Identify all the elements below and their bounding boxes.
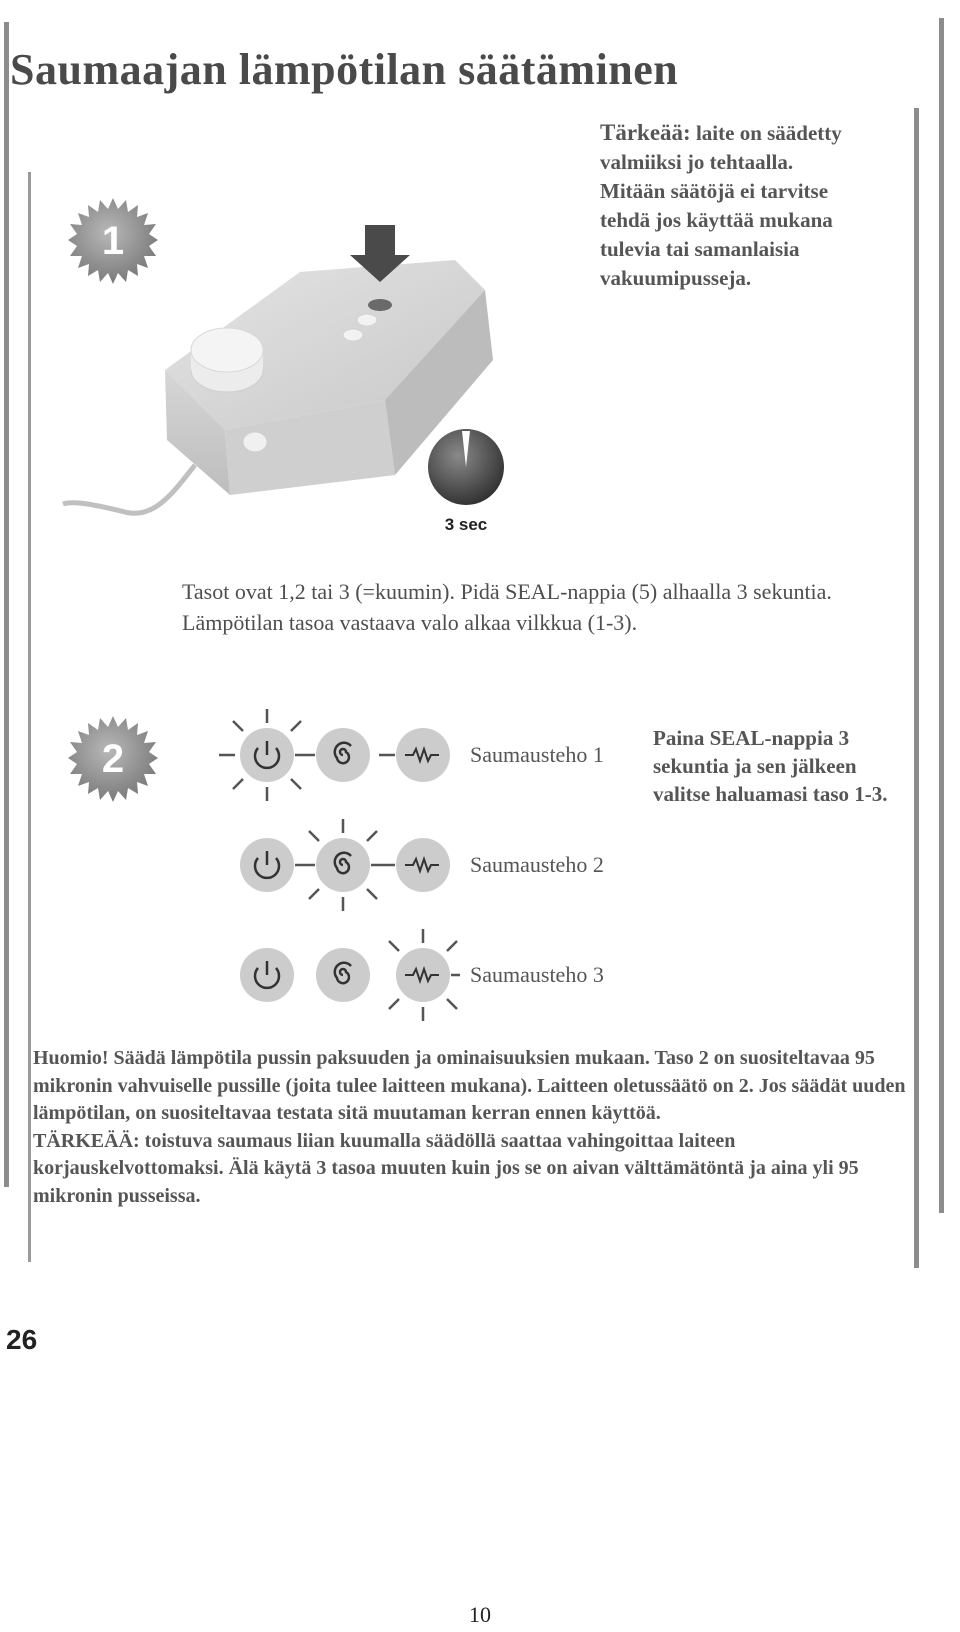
seal-level-1-lights (215, 705, 460, 805)
note-important: TÄRKEÄÄ: toistuva saumaus liian kuumalla säädöllä saattaa vahingoittaa laiteen korjauskelvottomaksi. Älä käytä 3 tasoa muuten kuin jos se on aivan välttämätöntä ja aina yli 95 mikronin pusseissa. (33, 1129, 859, 1207)
right-inner-line (914, 108, 919, 1268)
important-lead: Tärkeää: (600, 120, 691, 145)
timer-3sec-icon (422, 427, 512, 539)
step-1-caption: Tasot ovat 1,2 tai 3 (=kuumin). Pidä SEAL-nappia (5) alhaalla 3 sekuntia. Lämpötilan tasoa vastaava valo alkaa vilkkua (1-3). (182, 579, 832, 635)
page-number: 10 (469, 1602, 491, 1627)
notes-section (33, 1045, 913, 1210)
important-notice (600, 118, 850, 293)
step-2-badge (68, 714, 158, 804)
step-2-instruction: Paina SEAL-nappia 3 sekuntia ja sen jälkeen valitse haluamasi taso 1-3. (653, 726, 888, 806)
page-title: Saumaajan lämpötilan säätäminen (10, 45, 679, 94)
seal-level-2-label: Saumausteho 2 (470, 852, 604, 877)
step-2-number: 2 (101, 737, 125, 781)
seal-level-3-lights (215, 925, 460, 1025)
step-1-number: 1 (101, 219, 125, 263)
original-page-number: 26 (6, 1324, 38, 1355)
left-margin-line (4, 22, 9, 1187)
seal-level-3-label: Saumausteho 3 (470, 962, 604, 987)
seal-level-2-lights (215, 815, 460, 915)
right-margin-line (939, 18, 944, 1213)
timer-label: 3 sec (444, 515, 488, 534)
seal-level-1-label: Saumausteho 1 (470, 742, 604, 767)
important-text: laite on säädetty valmiiksi jo tehtaalla. Mitään säätöjä ei tarvitse tehdä jos käyttää mukana tulevia tai samanlaisia vakuumipusseja. (600, 121, 842, 290)
note-caution: Huomio! Säädä lämpötila pussin paksuuden ja ominaisuuksien mukaan. Taso 2 on suositeltavaa 95 mikronin vahvuiselle pussille (joita tulee laitteen mukana). Laitteen oletussäätö on 2. Jos säädät uuden lämpötilan, on suositeltavaa testata sitä muutaman kerran ennen käyttöä. (33, 1047, 906, 1124)
left-inner-line (28, 172, 31, 1262)
